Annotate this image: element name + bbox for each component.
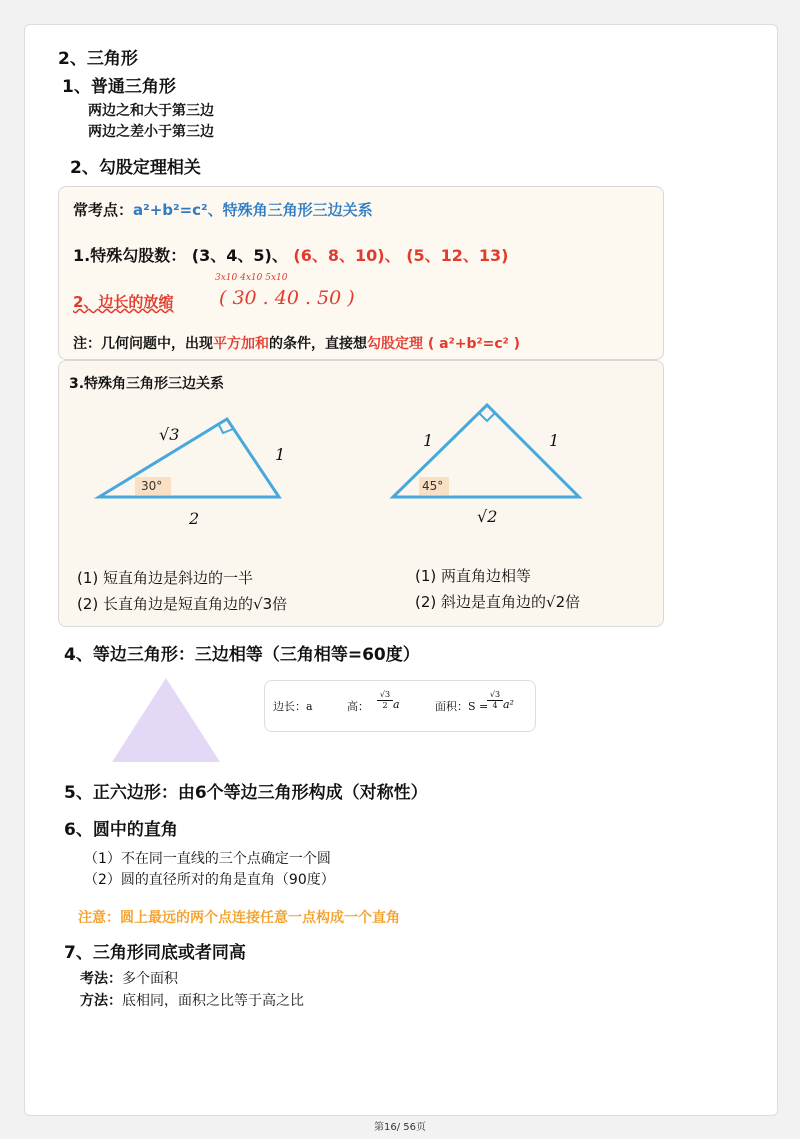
tri1-hypotenuse-label: 2	[189, 509, 200, 528]
formula-height-var: a	[393, 698, 400, 711]
tri1-short-leg-label: 1	[275, 445, 286, 464]
method-text: 底相同，面积之比等于高之比	[122, 993, 304, 1009]
exam-label: 考法：	[80, 971, 122, 987]
section-title: 2、三角形	[58, 49, 138, 69]
pic1-line1-rest: 特殊角三角形三边关系	[222, 201, 373, 219]
rule-left-2: (2) 长直角边是短直角边的√3倍	[77, 595, 288, 613]
special-triangles-image	[58, 360, 664, 627]
sub7-method	[80, 990, 304, 1010]
method-label: 方法：	[80, 993, 122, 1009]
note-red-1: 平方加和	[213, 336, 269, 352]
formula-area-den: 4	[492, 701, 498, 710]
sub4-title: 4、等边三角形：三边相等（三角相等=60度）	[64, 645, 420, 665]
tri2-right-leg-label: 1	[549, 431, 560, 450]
tri1-angle-label: 30°	[141, 479, 163, 493]
triple-sep-2: 、	[384, 246, 401, 265]
rule-right-2: (2) 斜边是直角边的√2倍	[415, 593, 581, 611]
pic1-line1-prefix: 常考点：	[73, 201, 134, 219]
tri2-angle-label: 45°	[422, 479, 444, 493]
sub1-title: 1、普通三角形	[62, 77, 176, 97]
sub6-line-1: （1）不在同一直线的三个点确定一个圆	[84, 851, 331, 867]
pythagoras-notes-image	[58, 186, 664, 360]
note-mid: 的条件，直接想	[269, 336, 367, 352]
triple-2: (6、8、10)	[293, 246, 385, 265]
note-prefix: 注：几何问题中，出现	[73, 336, 213, 352]
handwritten-multipliers: 3x10 4x10 5x10	[215, 273, 288, 283]
page-number: 第16/ 56页	[374, 1122, 426, 1133]
sub6-title: 6、圆中的直角	[64, 820, 178, 840]
tri2-left-leg-label: 1	[423, 431, 434, 450]
note-formula: ( a²+b²=c² )	[427, 336, 521, 352]
sub1-line-2: 两边之差小于第三边	[88, 124, 214, 140]
formula-height-den: 2	[382, 701, 388, 710]
rule-left-1: (1) 短直角边是斜边的一半	[77, 569, 254, 587]
sub6-note: 注意：圆上最远的两个点连接任意一点构成一个直角	[78, 910, 400, 926]
sub1-line-1: 两边之和大于第三边	[88, 103, 214, 119]
formula-height-label: 高：	[347, 700, 369, 713]
rule-right-1: (1) 两直角边相等	[415, 567, 532, 585]
sub2-title: 2、勾股定理相关	[70, 158, 201, 178]
formula-area-label: 面积：S =	[435, 700, 489, 713]
pic1-line2-prefix: 1.特殊勾股数：	[73, 246, 187, 265]
formula-area-var: a²	[503, 698, 514, 711]
formula-area-fraction	[487, 690, 503, 711]
sub7-exam	[80, 968, 178, 988]
tri2-hypotenuse-label: √2	[477, 507, 498, 526]
triple-sep-1: 、	[271, 246, 288, 265]
formula-side: 边长：a	[273, 700, 313, 713]
handwritten-scaled-triple: ( 30 . 40 . 50 )	[219, 287, 355, 309]
sub6-line-2: （2）圆的直径所对的角是直角（90度）	[84, 872, 335, 888]
pic1-line1	[73, 199, 373, 220]
pic1-line3-label: 2、边长的放缩	[73, 293, 174, 311]
note-red-2: 勾股定理	[367, 336, 423, 352]
equilateral-formula-box	[264, 680, 536, 732]
formula-area-num: √3	[487, 690, 503, 701]
equilateral-triangle	[112, 678, 220, 762]
tri1-long-leg-label: √3	[159, 425, 180, 444]
equilateral-triangle-shape	[110, 676, 222, 764]
triple-1: (3、4、5)	[191, 246, 272, 265]
triple-3: (5、12、13)	[406, 246, 509, 265]
exam-text: 多个面积	[122, 971, 178, 987]
triangle-30-60-90	[99, 419, 279, 497]
pic1-note	[73, 333, 520, 353]
formula-height-fraction	[377, 690, 393, 711]
pic1-line2	[73, 243, 508, 266]
right-angle-mark-2	[479, 413, 495, 421]
pic1-line1-formula: a²+b²=c²、	[133, 201, 223, 219]
pic2-title: 3.特殊角三角形三边关系	[69, 376, 225, 392]
sub5-title: 5、正六边形：由6个等边三角形构成（对称性）	[64, 783, 428, 803]
formula-height-num: √3	[377, 690, 393, 701]
sub7-title: 7、三角形同底或者同高	[64, 943, 246, 963]
